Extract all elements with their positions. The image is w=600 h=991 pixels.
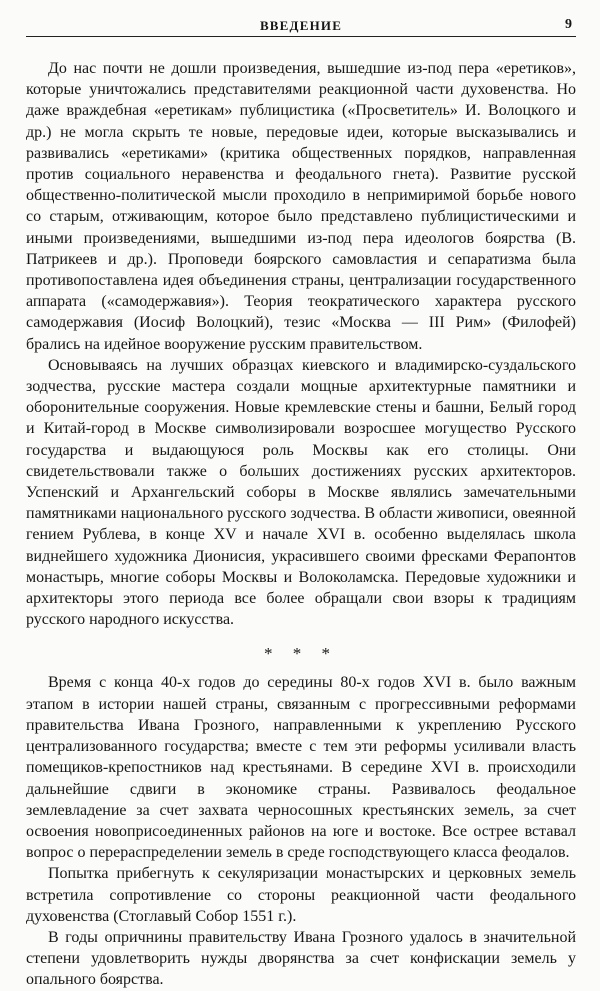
running-title: ВВЕДЕНИЕ	[259, 18, 343, 33]
body-text	[26, 58, 576, 991]
section-separator: * * *	[264, 644, 338, 664]
paragraph: До нас почти не дошли произведения, вышедшие из-под пера «еретиков», которые уничтожались представителями реакционной части духовенства. Но даже враждебная «еретикам» публицистика («Просветитель» И. Волоцкого и др.) не могла скрыть те новые, передовые идеи, которые высказывались и развивались «еретиками» (критика общественных порядков, направленная против социального неравенства и феодального гнета). Развитие русской общественно-политической мысли проходило в непримиримой борьбе нового со старым, отживающим, которое было представлено публицистическими и иными произведениями, вышедшими из-под пера идеологов боярства (В. Патрикеев и др.). Проповеди боярского самовластия и сепаратизма была противопоставлена идея объединения страны, централизации государственного аппарата («самодержавия»). Теория теократического характера русского самодержавия (Иосиф Волоцкий), тезис «Москва — III Рим» (Филофей) брались на идейное вооружение русским правительством.	[26, 60, 576, 353]
paragraph: Попытка прибегнуть к секуляризации монастырских и церковных земель встретила сопротивление со стороны реакционной части феодального духовенства (Стоглавый Собор 1551 г.).	[26, 865, 576, 925]
page-number: 9	[565, 17, 572, 32]
paragraph: Основываясь на лучших образцах киевского и владимирско-суздальского зодчества, русские мастера создали мощные архитектурные памятники и оборонительные сооружения. Новые кремлевские стены и башни, Белый город и Китай-город в Москве символизировали возросшее могущество Русского государства и выдающуюся роль Москвы как его столицы. Они свидетельствовали также о больших достижениях русских архитекторов. Успенский и Архангельский соборы в Москве являлись замечательными памятниками национального русского зодчества. В области живописи, овеянной гением Рублева, в конце XV и начале XVI в. особенно выделялась школа виднейшего художника Дионисия, украсившего своими фресками Ферапонтов монастырь, многие соборы Москвы и Волоколамска. Передовые художники и архитекторы этого периода все более обращали свои взоры к традициям русского народного искусства.	[26, 356, 576, 629]
paragraph: В годы опричнины правительству Ивана Грозного удалось в значительной степени удовлетворить нужды дворянства за счет конфискации земель у опального боярства.	[26, 928, 576, 989]
paragraph: Время с конца 40-х годов до середины 80-х годов XVI в. было важным этапом в истории нашей страны, связанным с прогрессивными реформами правительства Ивана Грозного, направленными к укреплению Русского централизованного государства; вместе с тем эти реформы усиливали власть помещиков-крепостников над крестьянами. В середине XVI в. происходили дальнейшие сдвиги в экономике страны. Развивалось феодальное землевладение за счет захвата черносошных крестьянских земель, за счет освоения новоприсоединенных районов на юге и востоке. Все острее вставал вопрос о перераспределении земель в среде господствующего класса феодалов.	[26, 674, 576, 862]
running-header	[26, 14, 576, 37]
